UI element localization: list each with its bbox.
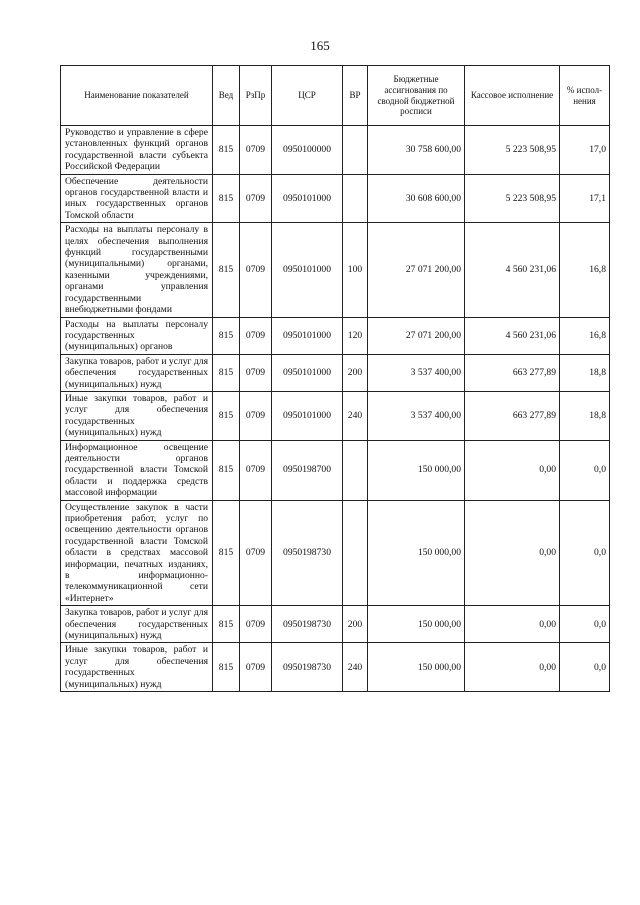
table-row xyxy=(61,223,610,317)
cell-percent: 0,0 xyxy=(560,500,610,606)
cell-percent: 0,0 xyxy=(560,643,610,692)
header-name: Наименование показателей xyxy=(61,66,213,126)
cell-ved: 815 xyxy=(213,440,240,500)
table-body xyxy=(61,126,610,692)
cell-budget: 150 000,00 xyxy=(368,440,465,500)
cell-percent: 17,1 xyxy=(560,174,610,223)
cell-cash: 0,00 xyxy=(465,606,560,643)
cell-budget: 150 000,00 xyxy=(368,606,465,643)
cell-name: Иные закупки товаров, работ и услуг для обеспечения государственных (муниципальных) нужд xyxy=(61,643,213,692)
cell-vr: 100 xyxy=(343,223,368,317)
cell-budget: 30 608 600,00 xyxy=(368,174,465,223)
header-ved: Вед xyxy=(213,66,240,126)
cell-csr: 0950198730 xyxy=(272,500,343,606)
table-row xyxy=(61,440,610,500)
cell-budget: 30 758 600,00 xyxy=(368,126,465,175)
cell-ved: 815 xyxy=(213,317,240,354)
cell-ved: 815 xyxy=(213,606,240,643)
cell-rzpr: 0709 xyxy=(240,126,272,175)
cell-vr: 240 xyxy=(343,643,368,692)
header-percent: % испол-нения xyxy=(560,66,610,126)
cell-budget: 150 000,00 xyxy=(368,643,465,692)
budget-table xyxy=(60,65,610,692)
cell-rzpr: 0709 xyxy=(240,440,272,500)
cell-ved: 815 xyxy=(213,354,240,391)
cell-rzpr: 0709 xyxy=(240,174,272,223)
page-number: 165 xyxy=(310,38,330,53)
cell-name: Иные закупки товаров, работ и услуг для обеспечения государственных (муниципальных) нужд xyxy=(61,391,213,440)
header-rzpr: РзПр xyxy=(240,66,272,126)
cell-cash: 0,00 xyxy=(465,500,560,606)
cell-cash: 663 277,89 xyxy=(465,354,560,391)
table-row xyxy=(61,643,610,692)
cell-vr: 120 xyxy=(343,317,368,354)
cell-rzpr: 0709 xyxy=(240,606,272,643)
cell-csr: 0950101000 xyxy=(272,317,343,354)
cell-name: Обеспечение деятельности органов государственной власти и иных государственных органов Томской области xyxy=(61,174,213,223)
cell-name: Закупка товаров, работ и услуг для обеспечения государственных (муниципальных) нужд xyxy=(61,606,213,643)
cell-name: Осуществление закупок в части приобретения работ, услуг по освещению деятельности органов государственной власти Томской области в средствах массовой информации, печатных изданиях, в информационно-телекоммуникационной сети «Интернет» xyxy=(61,500,213,606)
header-budget: Бюджетные ассигнования по сводной бюджетной росписи xyxy=(368,66,465,126)
cell-vr xyxy=(343,440,368,500)
cell-percent: 17,0 xyxy=(560,126,610,175)
cell-rzpr: 0709 xyxy=(240,391,272,440)
cell-budget: 150 000,00 xyxy=(368,500,465,606)
cell-ved: 815 xyxy=(213,174,240,223)
table-row xyxy=(61,317,610,354)
table-row xyxy=(61,354,610,391)
cell-cash: 663 277,89 xyxy=(465,391,560,440)
cell-percent: 16,8 xyxy=(560,317,610,354)
cell-name: Расходы на выплаты персоналу в целях обеспечения выполнения функций государственными (муниципальными) органами, казенными учреждениями, органами управления государственными внебюджетными фондами xyxy=(61,223,213,317)
cell-csr: 0950101000 xyxy=(272,174,343,223)
cell-percent: 16,8 xyxy=(560,223,610,317)
cell-csr: 0950101000 xyxy=(272,354,343,391)
table-row xyxy=(61,391,610,440)
cell-budget: 27 071 200,00 xyxy=(368,223,465,317)
cell-ved: 815 xyxy=(213,643,240,692)
cell-percent: 18,8 xyxy=(560,354,610,391)
cell-rzpr: 0709 xyxy=(240,317,272,354)
table-row xyxy=(61,606,610,643)
cell-vr xyxy=(343,500,368,606)
cell-percent: 18,8 xyxy=(560,391,610,440)
cell-budget: 3 537 400,00 xyxy=(368,354,465,391)
table-row xyxy=(61,500,610,606)
cell-budget: 3 537 400,00 xyxy=(368,391,465,440)
table-row xyxy=(61,126,610,175)
cell-rzpr: 0709 xyxy=(240,500,272,606)
cell-name: Руководство и управление в сфере установленных функций органов государственной власти субъекта Российской Федерации xyxy=(61,126,213,175)
cell-ved: 815 xyxy=(213,126,240,175)
cell-cash: 0,00 xyxy=(465,440,560,500)
cell-vr xyxy=(343,126,368,175)
cell-csr: 0950198730 xyxy=(272,643,343,692)
cell-csr: 0950101000 xyxy=(272,223,343,317)
cell-csr: 0950198700 xyxy=(272,440,343,500)
cell-cash: 5 223 508,95 xyxy=(465,174,560,223)
cell-vr: 200 xyxy=(343,606,368,643)
cell-name: Информационное освещение деятельности органов государственной власти Томской области и поддержка средств массовой информации xyxy=(61,440,213,500)
cell-budget: 27 071 200,00 xyxy=(368,317,465,354)
cell-rzpr: 0709 xyxy=(240,223,272,317)
header-csr: ЦСР xyxy=(272,66,343,126)
cell-cash: 4 560 231,06 xyxy=(465,223,560,317)
cell-percent: 0,0 xyxy=(560,440,610,500)
cell-rzpr: 0709 xyxy=(240,354,272,391)
cell-percent: 0,0 xyxy=(560,606,610,643)
cell-vr: 240 xyxy=(343,391,368,440)
cell-name: Расходы на выплаты персоналу государственных (муниципальных) органов xyxy=(61,317,213,354)
cell-csr: 0950198730 xyxy=(272,606,343,643)
cell-cash: 5 223 508,95 xyxy=(465,126,560,175)
header-cash: Кассовое исполнение xyxy=(465,66,560,126)
cell-ved: 815 xyxy=(213,500,240,606)
cell-csr: 0950100000 xyxy=(272,126,343,175)
cell-name: Закупка товаров, работ и услуг для обеспечения государственных (муниципальных) нужд xyxy=(61,354,213,391)
cell-cash: 0,00 xyxy=(465,643,560,692)
header-vr: ВР xyxy=(343,66,368,126)
cell-rzpr: 0709 xyxy=(240,643,272,692)
cell-ved: 815 xyxy=(213,223,240,317)
header-row xyxy=(61,66,610,126)
cell-ved: 815 xyxy=(213,391,240,440)
cell-cash: 4 560 231,06 xyxy=(465,317,560,354)
table-row xyxy=(61,174,610,223)
cell-vr xyxy=(343,174,368,223)
cell-vr: 200 xyxy=(343,354,368,391)
cell-csr: 0950101000 xyxy=(272,391,343,440)
